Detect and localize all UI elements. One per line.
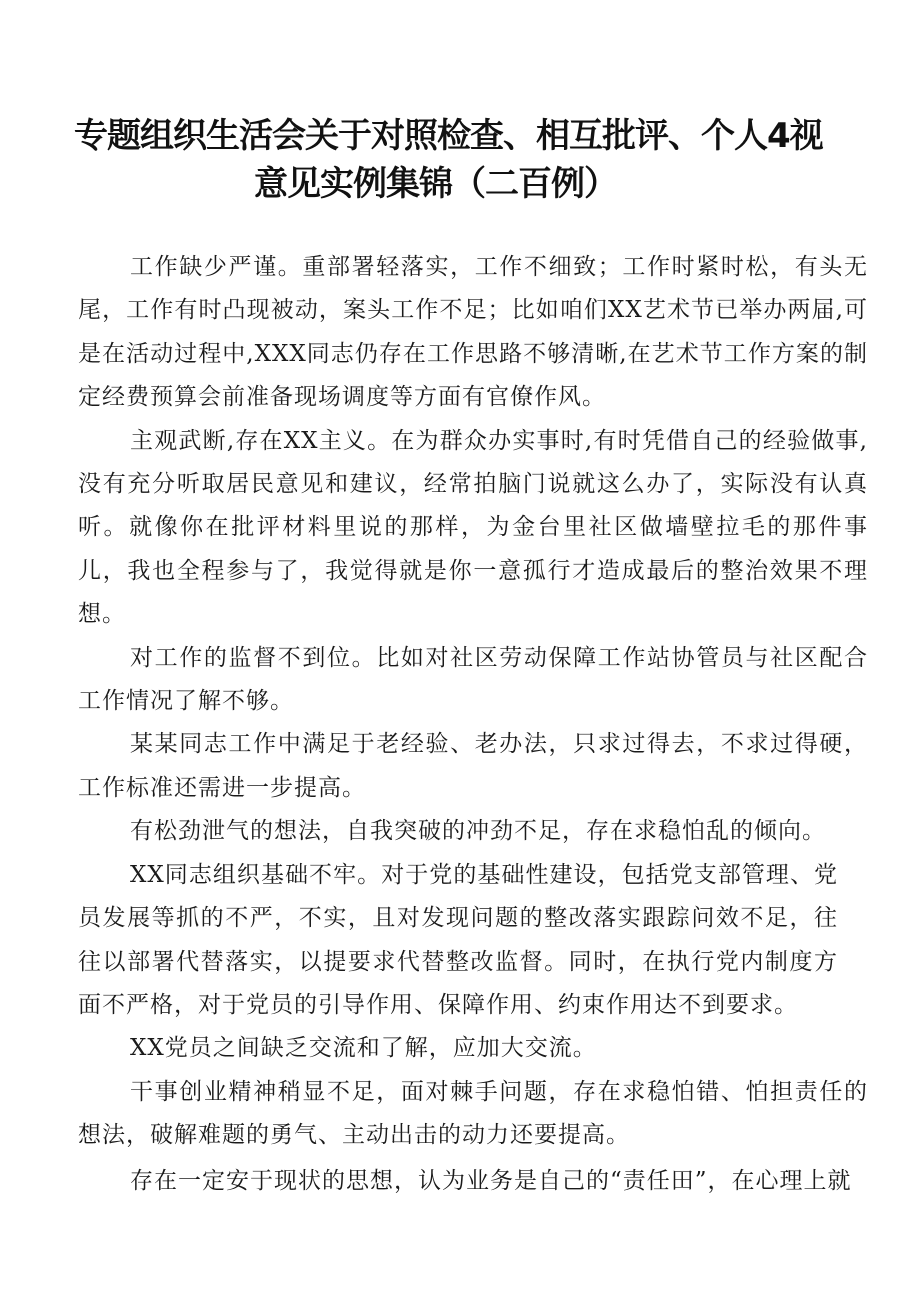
title-line-2: 意见实例集锦（二百例） — [254, 164, 617, 204]
paragraph: 存在一定安于现状的思想，认为业务是自己的“责任田”，在心理上就 — [130, 1167, 852, 1194]
paragraph: XX党员之间缺乏交流和了解，应加大交流。 — [130, 1035, 597, 1062]
paragraph: 有松劲泄气的想法，自我突破的冲劲不足，存在求稳怕乱的倾向。 — [130, 818, 826, 845]
document-body — [78, 246, 868, 1203]
paragraph: XX同志组织基础不牢。对于党的基础性建设，包括党支部管理、党员发展等抓的不严，不实，且对发现问题的整改落实跟踪问效不足，往往以部署代替落实，以提要求代替整改监督。同时，在执行党内制度方面不严格，对于党员的引导作用、保障作用、约束作用达不到要求。 — [78, 861, 838, 1018]
paragraph: 某某同志工作中满足于老经验、老办法，只求过得去，不求过得硬，工作标准还需进一步提高。 — [78, 731, 868, 801]
paragraph: 工作缺少严谨。重部署轻落实，工作不细致；工作时紧时松，有头无尾，工作有时凸现被动，案头工作不足；比如咱们XX艺术节已举办两届,可是在活动过程中,XXX同志仍存在工作思路不够清晰,在艺术节工作方案的制定经费预算会前准备现场调度等方面有官僚作风。 — [78, 254, 868, 411]
paragraph: 干事创业精神稍显不足，面对棘手问题，存在求稳怕错、怕担责任的想法，破解难题的勇气、主动出击的动力还要提高。 — [78, 1078, 868, 1149]
paragraph: 主观武断,存在XX主义。在为群众办实事时,有时凭借自己的经验做事,没有充分听取居民意见和建议，经常拍脑门说就这么办了，实际没有认真听。就像你在批评材料里说的那样，为金台里社区做墙壁拉毛的那件事儿，我也全程参与了，我觉得就是你一意孤行才造成最后的整治效果不理想。 — [78, 427, 868, 628]
paragraph: 对工作的监督不到位。比如对社区劳动保障工作站协管员与社区配合工作情况了解不够。 — [78, 644, 868, 715]
title-line-1: 专题组织生活会关于对照检查、相互批评、个人4视 — [74, 116, 823, 156]
document-title — [60, 112, 860, 208]
